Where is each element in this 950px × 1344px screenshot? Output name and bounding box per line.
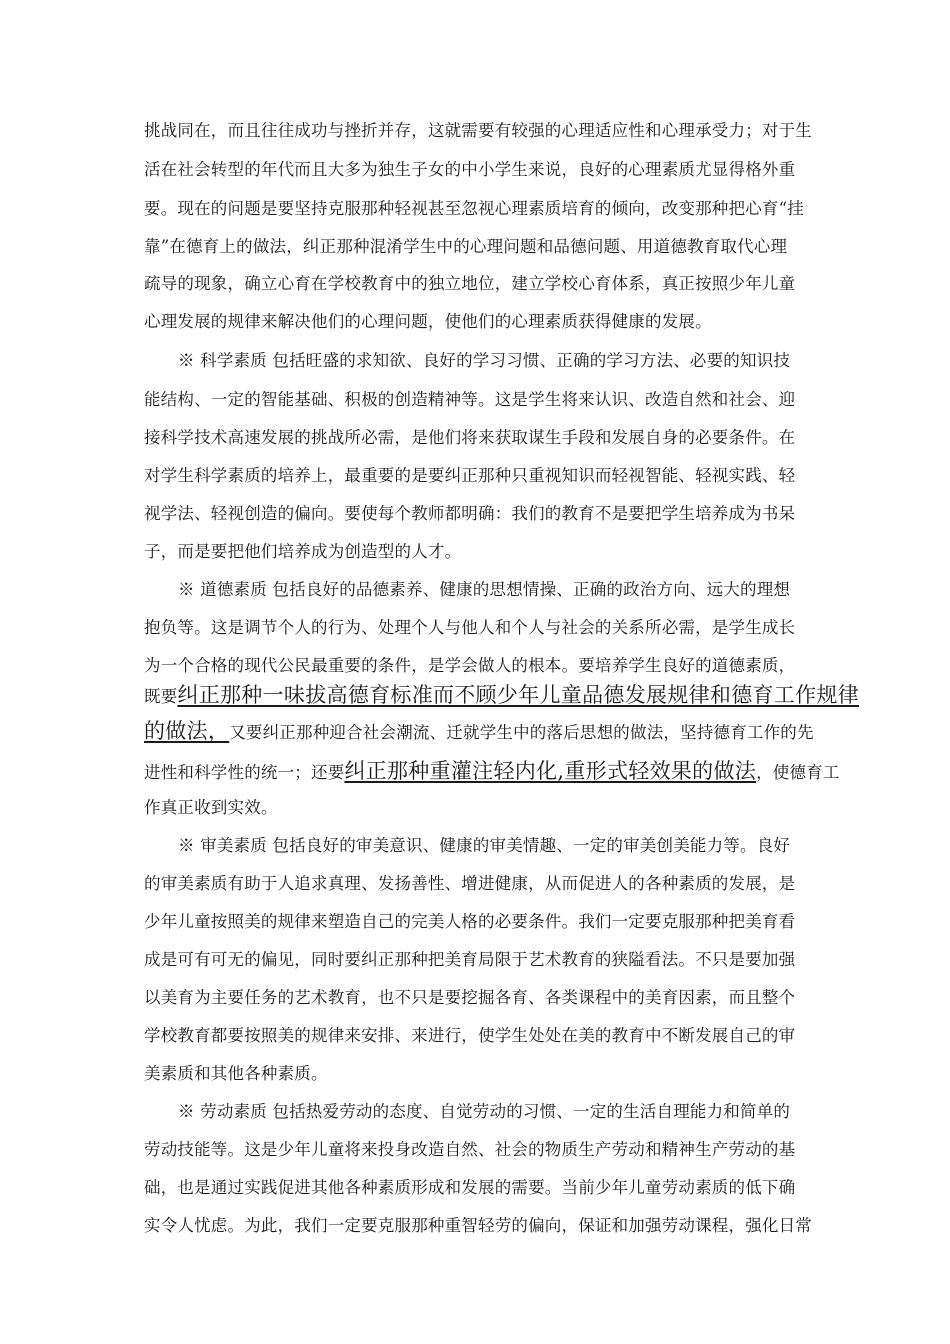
text-line: 学校教育都要按照美的规律来安排、来进行，使学生处处在美的教育中不断发展自己的审: [144, 1026, 796, 1045]
text-line: 作真正收到实效。: [144, 798, 278, 817]
text-line: ※ 审美素质 包括良好的审美意识、健康的审美情趣、一定的审美创美能力等。良好: [178, 836, 791, 855]
text-line: 劳动技能等。这是少年儿童将来投身改造自然、社会的物质生产劳动和精神生产劳动的基: [144, 1140, 796, 1159]
text-line: 少年儿童按照美的规律来塑造自己的完美人格的必要条件。我们一定要克服那种把美育看: [144, 912, 796, 931]
text-line: 础，也是通过实践促进其他各种素质形成和发展的需要。当前少年儿童劳动素质的低下确: [144, 1178, 796, 1197]
text-line: 接科学技术高速发展的挑战所必需，是他们将来获取谋生手段和发展自身的必要条件。在: [144, 428, 796, 447]
text-line-mixed: [144, 760, 840, 784]
text-line: 美素质和其他各种素质。: [144, 1064, 328, 1083]
underlined-text: 的做法，: [144, 719, 230, 743]
text-line: 为一个合格的现代公民最重要的条件，是学会做人的根本。要培养学生良好的道德素质，: [144, 656, 796, 675]
text-line: 要。现在的问题是要坚持克服那种轻视甚至忽视心理素质培育的倾向，改变那种把心育“挂: [144, 199, 804, 218]
text-line: 成是可有可无的偏见，同时要纠正那种把美育局限于艺术教育的狭隘看法。不只是要加强: [144, 950, 796, 969]
text-run: ，使德育工: [756, 763, 840, 782]
text-line: ※ 道德素质 包括良好的品德素养、健康的思想情操、正确的政治方向、远大的理想: [178, 580, 791, 599]
text-line: 实令人忧虑。为此，我们一定要克服那种重智轻劳的偏向，保证和加强劳动课程，强化日常: [144, 1216, 812, 1235]
text-run: 进性和科学性的统一；还要: [144, 763, 345, 782]
text-line: 心理发展的规律来解决他们的心理问题，使他们的心理素质获得健康的发展。: [144, 312, 712, 331]
text-line: 活在社会转型的年代而且大多为独生子女的中小学生来说，良好的心理素质尤显得格外重: [144, 160, 796, 179]
text-line: 视学法、轻视创造的偏向。要使每个教师都明确：我们的教育不是要把学生培养成为书呆: [144, 504, 796, 523]
text-line: 疏导的现象，确立心育在学校教育中的独立地位，建立学校心育体系，真正按照少年儿童: [144, 274, 796, 293]
text-line: 挑战同在，而且往往成功与挫折并存，这就需要有较强的心理适应性和心理承受力；对于生: [144, 121, 812, 140]
text-line: 的审美素质有助于人追求真理、发扬善性、增进健康，从而促进人的各种素质的发展，是: [144, 874, 796, 893]
text-line: ※ 科学素质 包括旺盛的求知欲、良好的学习习惯、正确的学习方法、必要的知识技: [178, 351, 791, 370]
text-line: 靠”在德育上的做法，纠正那种混淆学生中的心理问题和品德问题、用道德教育取代心理: [144, 237, 788, 256]
text-line: 抱负等。这是调节个人的行为、处理个人与他人和个人与社会的关系所必需，是学生成长: [144, 618, 796, 637]
text-line: 子，而是要把他们培养成为创造型的人才。: [144, 542, 462, 561]
text-run: 既要: [144, 687, 178, 706]
text-line: 能结构、一定的智能基础、积极的创造精神等。这是学生将来认识、改造自然和社会、迎: [144, 390, 796, 409]
underlined-text: 纠正那种一味拔高德育标准而不顾少年儿童品德发展规律和德育工作规律: [177, 683, 860, 707]
text-line: 以美育为主要任务的艺术教育，也不只是要挖掘各育、各类课程中的美育因素，而且整个: [144, 988, 796, 1007]
text-run: 又要纠正那种迎合社会潮流、迁就学生中的落后思想的做法，坚持德育工作的先: [229, 723, 814, 742]
text-line-mixed: [144, 684, 859, 708]
text-line-mixed: [144, 720, 814, 744]
underlined-text: 纠正那种重灌注轻内化,重形式轻效果的做法: [344, 759, 757, 783]
text-line: 对学生科学素质的培养上，最重要的是要纠正那种只重视知识而轻视智能、轻视实践、轻: [144, 466, 796, 485]
text-line: ※ 劳动素质 包括热爱劳动的态度、自觉劳动的习惯、一定的生活自理能力和简单的: [178, 1102, 791, 1121]
